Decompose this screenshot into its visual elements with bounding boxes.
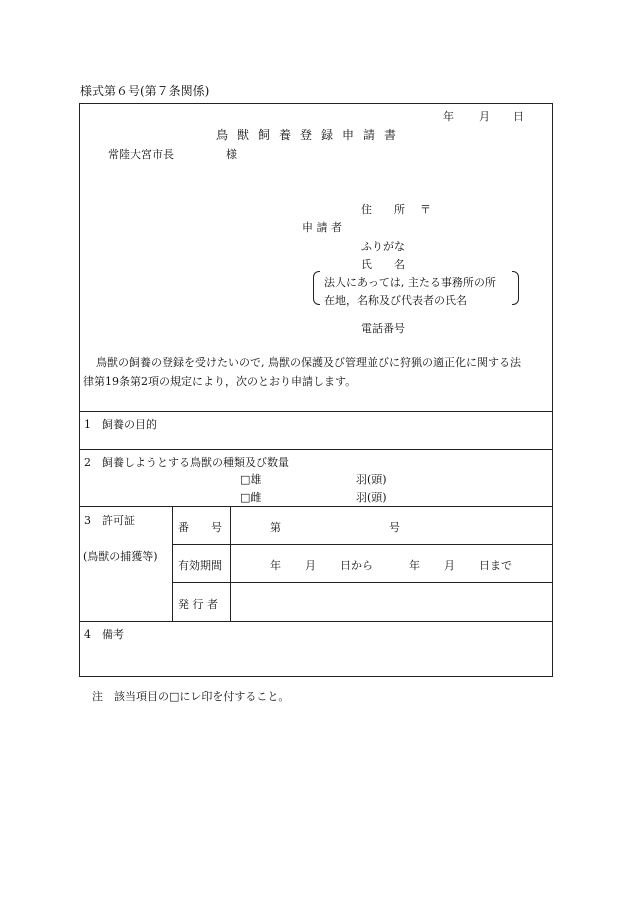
page-title: 鳥獣飼養登録申請書 <box>216 128 406 142</box>
number-label: 番 号 <box>178 521 222 534</box>
address-label: 住 所 <box>361 203 405 216</box>
section-purpose-label: 1 飼養の目的 <box>84 418 157 431</box>
frame-top-border <box>79 103 553 104</box>
frame-bottom-border <box>79 676 553 677</box>
corp-note-line2: 在地，名称及び代表者の氏名 <box>324 294 467 307</box>
body-text-line2: 律第19条第2項の規定により，次のとおり申請します。 <box>83 375 357 388</box>
validity-from-day: 日から <box>340 559 373 572</box>
date-year-label: 年 <box>443 110 454 123</box>
section-permit-sub: (鳥獣の捕獲等) <box>83 550 158 563</box>
validity-label: 有効期間 <box>178 559 222 572</box>
validity-from-month: 月 <box>305 559 316 572</box>
validity-to-day: 日まで <box>479 559 512 572</box>
validity-from-year: 年 <box>270 559 281 572</box>
frame-right-border <box>552 103 553 676</box>
honorific: 様 <box>226 148 237 161</box>
male-unit: 羽(頭) <box>356 473 387 486</box>
addressee: 常陸大宮市長 <box>108 148 174 161</box>
female-unit: 羽(頭) <box>356 491 387 504</box>
permit-col-divider-1 <box>172 506 173 621</box>
form-number: 様式第６号(第７条関係) <box>80 84 210 98</box>
divider-after-purpose <box>79 449 553 450</box>
number-suffix: 号 <box>389 521 400 534</box>
furigana-label: ふりがな <box>361 240 405 253</box>
divider-after-species <box>79 506 553 507</box>
male-checkbox-label: □雄 <box>240 473 262 486</box>
corp-note-line1: 法人にあっては, 主たる事務所の所 <box>324 276 496 289</box>
female-checkbox-label: □雌 <box>240 491 262 504</box>
section-permit-label: 3 許可証 <box>84 514 135 527</box>
divider-after-permit <box>79 621 553 622</box>
number-prefix: 第 <box>270 521 281 534</box>
frame-left-border <box>79 103 80 676</box>
date-month-label: 月 <box>479 110 490 123</box>
section-remarks-label: 4 備考 <box>84 628 124 641</box>
validity-to-month: 月 <box>444 559 455 572</box>
date-day-label: 日 <box>513 110 524 123</box>
right-bracket <box>512 271 519 305</box>
name-label: 氏 名 <box>361 258 405 271</box>
validity-to-year: 年 <box>409 559 420 572</box>
left-bracket <box>313 271 320 305</box>
section-species-label: 2 飼養しようとする鳥獣の種類及び数量 <box>84 456 289 469</box>
footnote: 注 該当項目の□にレ印を付すること。 <box>92 690 290 703</box>
postal-mark: 〒 <box>420 203 431 216</box>
divider-after-body <box>79 411 553 412</box>
issuer-label: 発 行 者 <box>178 598 218 611</box>
permit-col-divider-2 <box>230 506 231 621</box>
phone-label: 電話番号 <box>361 322 405 335</box>
applicant-label: 申 請 者 <box>302 221 342 234</box>
body-text-line1: 鳥獣の飼養の登録を受けたいので, 鳥獣の保護及び管理並びに狩猟の適正化に関する法 <box>96 356 521 369</box>
